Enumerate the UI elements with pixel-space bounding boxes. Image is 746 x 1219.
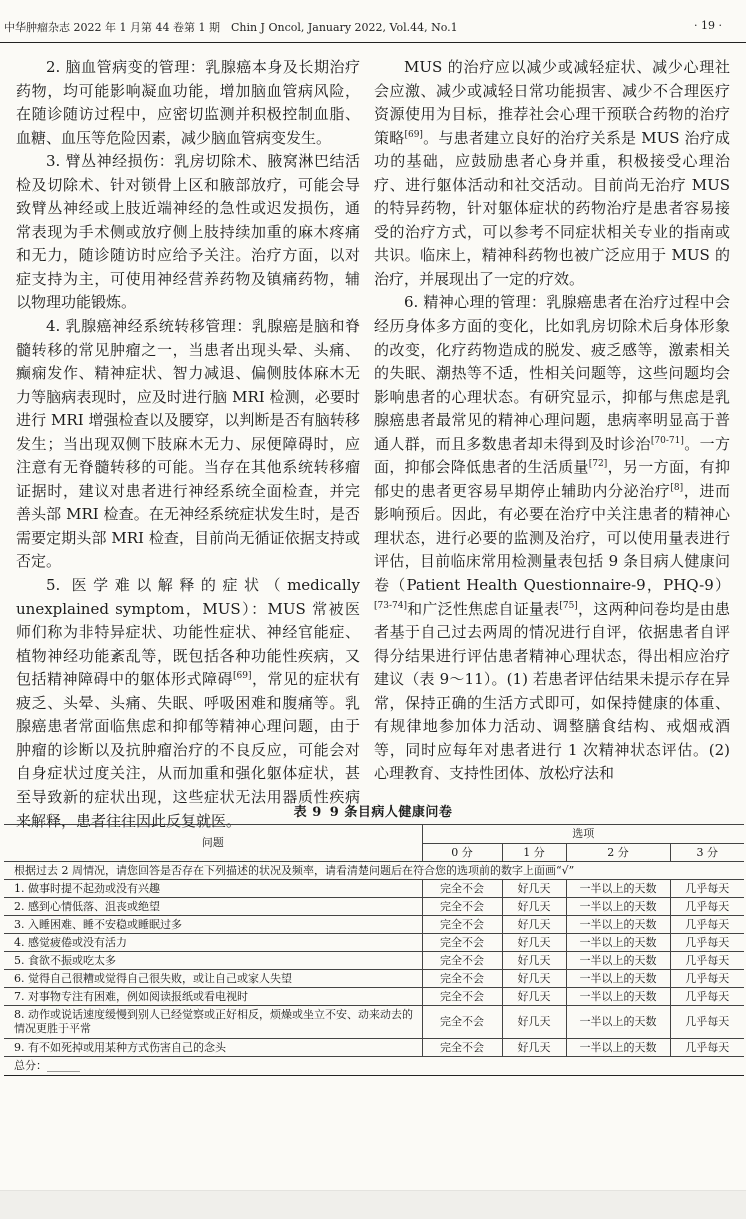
option-cell: 好几天 [502,988,566,1006]
citation-ref: [69] [404,129,423,140]
left-column [16,56,360,833]
table-title: 9 条目病人健康问卷 [329,805,453,820]
option-cell: 一半以上的天数 [566,916,670,934]
table-header-row [4,825,744,844]
citation-ref: [75] [559,600,578,611]
option-cell: 完全不会 [422,1039,502,1057]
option-cell: 完全不会 [422,988,502,1006]
option-cell: 好几天 [502,898,566,916]
instruction-row [4,862,744,880]
citation-ref: [73-74] [374,600,407,611]
paragraph-mus [16,574,360,833]
paragraph-psychological [374,291,730,785]
option-cell: 几乎每天 [670,934,744,952]
option-cell: 一半以上的天数 [566,934,670,952]
score-header: 3 分 [670,844,744,862]
question-cell: 9. 有不如死掉或用某种方式伤害自己的念头 [4,1039,422,1057]
option-cell: 几乎每天 [670,952,744,970]
option-cell: 一半以上的天数 [566,1006,670,1039]
question-cell: 3. 入睡困难、睡不安稳或睡眠过多 [4,916,422,934]
option-cell: 完全不会 [422,880,502,898]
option-cell: 完全不会 [422,934,502,952]
option-cell: 几乎每天 [670,1006,744,1039]
option-cell: 好几天 [502,1039,566,1057]
table-row [4,1006,744,1039]
option-cell: 几乎每天 [670,970,744,988]
text-span: ，这两种问卷均是由患者基于自己过去两周的情况进行自评，依据患者自评得分结果进行评估患者精神心理状态，得出相应治疗建议（表 9～11）。(1) 若患者评估结果未提示存在异常，保持正确的生活方式即可，如保持健康的体重、有规律地参加体力活动、调整膳食结构、戒烟戒酒等，同时应每年对患者进行 1 次精神状态评估。(2) 心理教育、支持性团体、放松疗法和 [374,599,730,783]
paragraph-cerebrovascular: 2. 脑血管病变的管理：乳腺癌本身及长期治疗药物，均可能影响凝血功能，增加脑血管病风险，在随诊随访过程中，应密切监测并积极控制血脂、血糖、血压等危险因素，减少脑血管病变发生。 [16,58,360,147]
text-span: 。与患者建立良好的治疗关系是 MUS 治疗成功的基础，应鼓励患者心身并重，积极接受心理治疗、进行躯体活动和社交活动。目前尚无治疗 MUS 的特异药物，针对躯体症状的药物治疗是患者容易接受的治疗方式，可以参考不同症状相关专业的指南或共识。临床上，精神科药物也被广泛应用于 MUS 的治疗，并展现出了一定的疗效。 [374,128,730,288]
paragraph-brachial-plexus: 3. 臂丛神经损伤：乳房切除术、腋窝淋巴结活检及切除术、针对锁骨上区和腋部放疗，可能会导致臂丛神经或上肢近端神经的急性或迟发损伤，通常表现为手术侧或放疗侧上肢持续加重的麻木疼痛和无力，随诊随访时应给予关注。治疗方面，以对症支持为主，可使用神经营养药物及镇痛药物，辅以物理功能锻炼。 [16,152,360,312]
journal-citation: 中华肿瘤杂志 2022 年 1 月第 44 卷第 1 期 Chin J Oncol, January 2022, Vol.44, No.1 [4,21,458,34]
option-cell: 几乎每天 [670,880,744,898]
option-cell: 好几天 [502,916,566,934]
header-options: 选项 [422,825,744,844]
citation-ref: [8] [670,482,684,493]
paragraph-mus-treatment [374,56,730,291]
table-row [4,1039,744,1057]
citation-ref: [72] [588,459,608,470]
option-cell: 一半以上的天数 [566,970,670,988]
viewer-bottom-bar [0,1190,746,1219]
option-cell: 一半以上的天数 [566,988,670,1006]
question-cell: 4. 感觉疲倦或没有活力 [4,934,422,952]
table-row [4,970,744,988]
option-cell: 完全不会 [422,970,502,988]
option-cell: 好几天 [502,934,566,952]
option-cell: 好几天 [502,880,566,898]
citation-ref: [70-71] [650,435,684,446]
instruction-text: 根据过去 2 周情况，请您回答是否存在下列描述的状况及频率，请看清楚问题后在符合您的选项前的数字上面画“√” [4,862,744,880]
header-question: 问题 [4,825,422,862]
text-span: ，进而影响预后。因此，有必要在治疗中关注患者的精神心理状态，进行必要的监测及治疗，可以使用量表进行评估，目前临床常用检测量表包括 9 条目病人健康问卷（Patient Health Questionnaire-9，PHQ-9） [374,481,730,595]
score-header: 2 分 [566,844,670,862]
citation-ref: [69] [233,671,252,682]
phq9-table [4,824,744,1076]
question-cell: 7. 对事物专注有困难，例如阅读报纸或看电视时 [4,988,422,1006]
text-span: ，常见的症状有疲乏、头晕、头痛、失眠、呼吸困难和腹痛等。乳腺癌患者常面临焦虑和抑郁等精神心理问题，由于肿瘤的诊断以及抗肿瘤治疗的不良反应，可能会对自身症状过度关注，从而加重和强化躯体症状，甚至导致新的症状出现，这些症状无法用器质性疾病来解释，患者往往因此反复就医。 [16,670,360,830]
option-cell: 完全不会 [422,952,502,970]
text-span: 。一方面，抑郁会降低患者的生活质量 [374,434,730,477]
paragraph-nervous-metastasis: 4. 乳腺癌神经系统转移管理：乳腺癌是脑和脊髓转移的常见肿瘤之一，当患者出现头晕、头痛、癫痫发作、精神症状、智力减退、偏侧肢体麻木无力等脑病表现时，应及时进行脑 MRI 检测，必要时进行 MRI 增强检查以及腰穿，以判断是否有脑转移发生；当出现双侧下肢麻木无力、尿便障碍时，应注意有无脊髓转移的可能。当存在其他系统转移瘤证据时，建议对患者进行神经系统全面检查，并完善头部 MRI 检查。在无神经系统症状发生时，是否需要定期头部 MRI 检查，目前尚无循证依据支持或否定。 [16,317,360,571]
option-cell: 好几天 [502,1006,566,1039]
option-cell: 完全不会 [422,916,502,934]
table-number: 表 9 [293,805,322,820]
table-row [4,880,744,898]
option-cell: 几乎每天 [670,898,744,916]
page-number: · 19 · [694,19,722,32]
text-span: 5. 医学难以解释的症状（medically unexplained symptom，MUS）：MUS 常被医师们称为非特异症状、功能性症状、神经官能症、植物神经功能紊乱等，既包括各种功能性疾病，又包括精神障碍中的躯体形式障碍 [16,576,360,689]
option-cell: 完全不会 [422,1006,502,1039]
text-span: MUS 的治疗应以减少或减轻症状、减少心理社会应激、减少或减轻日常功能损害、减少不合理医疗资源使用为目标，推荐社会心理干预联合药物的治疗策略 [374,58,730,147]
table-row [4,988,744,1006]
table-row [4,916,744,934]
right-column [374,56,730,786]
running-header [4,19,722,41]
option-cell: 好几天 [502,970,566,988]
question-cell: 2. 感到心情低落、沮丧或绝望 [4,898,422,916]
total-score-cell: 总分：______ [4,1057,744,1076]
option-cell: 一半以上的天数 [566,898,670,916]
option-cell: 一半以上的天数 [566,880,670,898]
option-cell: 几乎每天 [670,1039,744,1057]
table-row [4,898,744,916]
question-cell: 6. 觉得自己很糟或觉得自己很失败，或让自己或家人失望 [4,970,422,988]
header-rule [0,42,746,43]
option-cell: 一半以上的天数 [566,1039,670,1057]
table-row [4,952,744,970]
table-caption [0,801,746,820]
text-span: 和广泛性焦虑自证量表 [406,599,560,618]
total-row [4,1057,744,1076]
option-cell: 几乎每天 [670,916,744,934]
option-cell: 完全不会 [422,898,502,916]
question-cell: 8. 动作或说话速度缓慢到别人已经觉察或正好相反，烦燥或坐立不安、动来动去的情况更胜于平常 [4,1006,422,1039]
text-span: 6. 精神心理的管理：乳腺癌患者在治疗过程中会经历身体多方面的变化，比如乳房切除术后身体形象的改变，化疗药物造成的脱发、疲乏感等，激素相关的失眠、潮热等不适，性相关问题等，这些问题均会影响患者的心理状态。有研究显示，抑郁与焦虑是乳腺癌患者最常见的精神心理问题，患病率明显高于普通人群，而且多数患者却未得到及时诊治 [374,293,730,453]
text-span: ，另一方面，有抑郁史的患者更容易早期停止辅助内分泌治疗 [374,458,730,500]
question-cell: 5. 食欲不振或吃太多 [4,952,422,970]
score-header: 0 分 [422,844,502,862]
option-cell: 几乎每天 [670,988,744,1006]
table-row [4,934,744,952]
question-cell: 1. 做事时提不起劲或没有兴趣 [4,880,422,898]
option-cell: 一半以上的天数 [566,952,670,970]
score-header: 1 分 [502,844,566,862]
option-cell: 好几天 [502,952,566,970]
